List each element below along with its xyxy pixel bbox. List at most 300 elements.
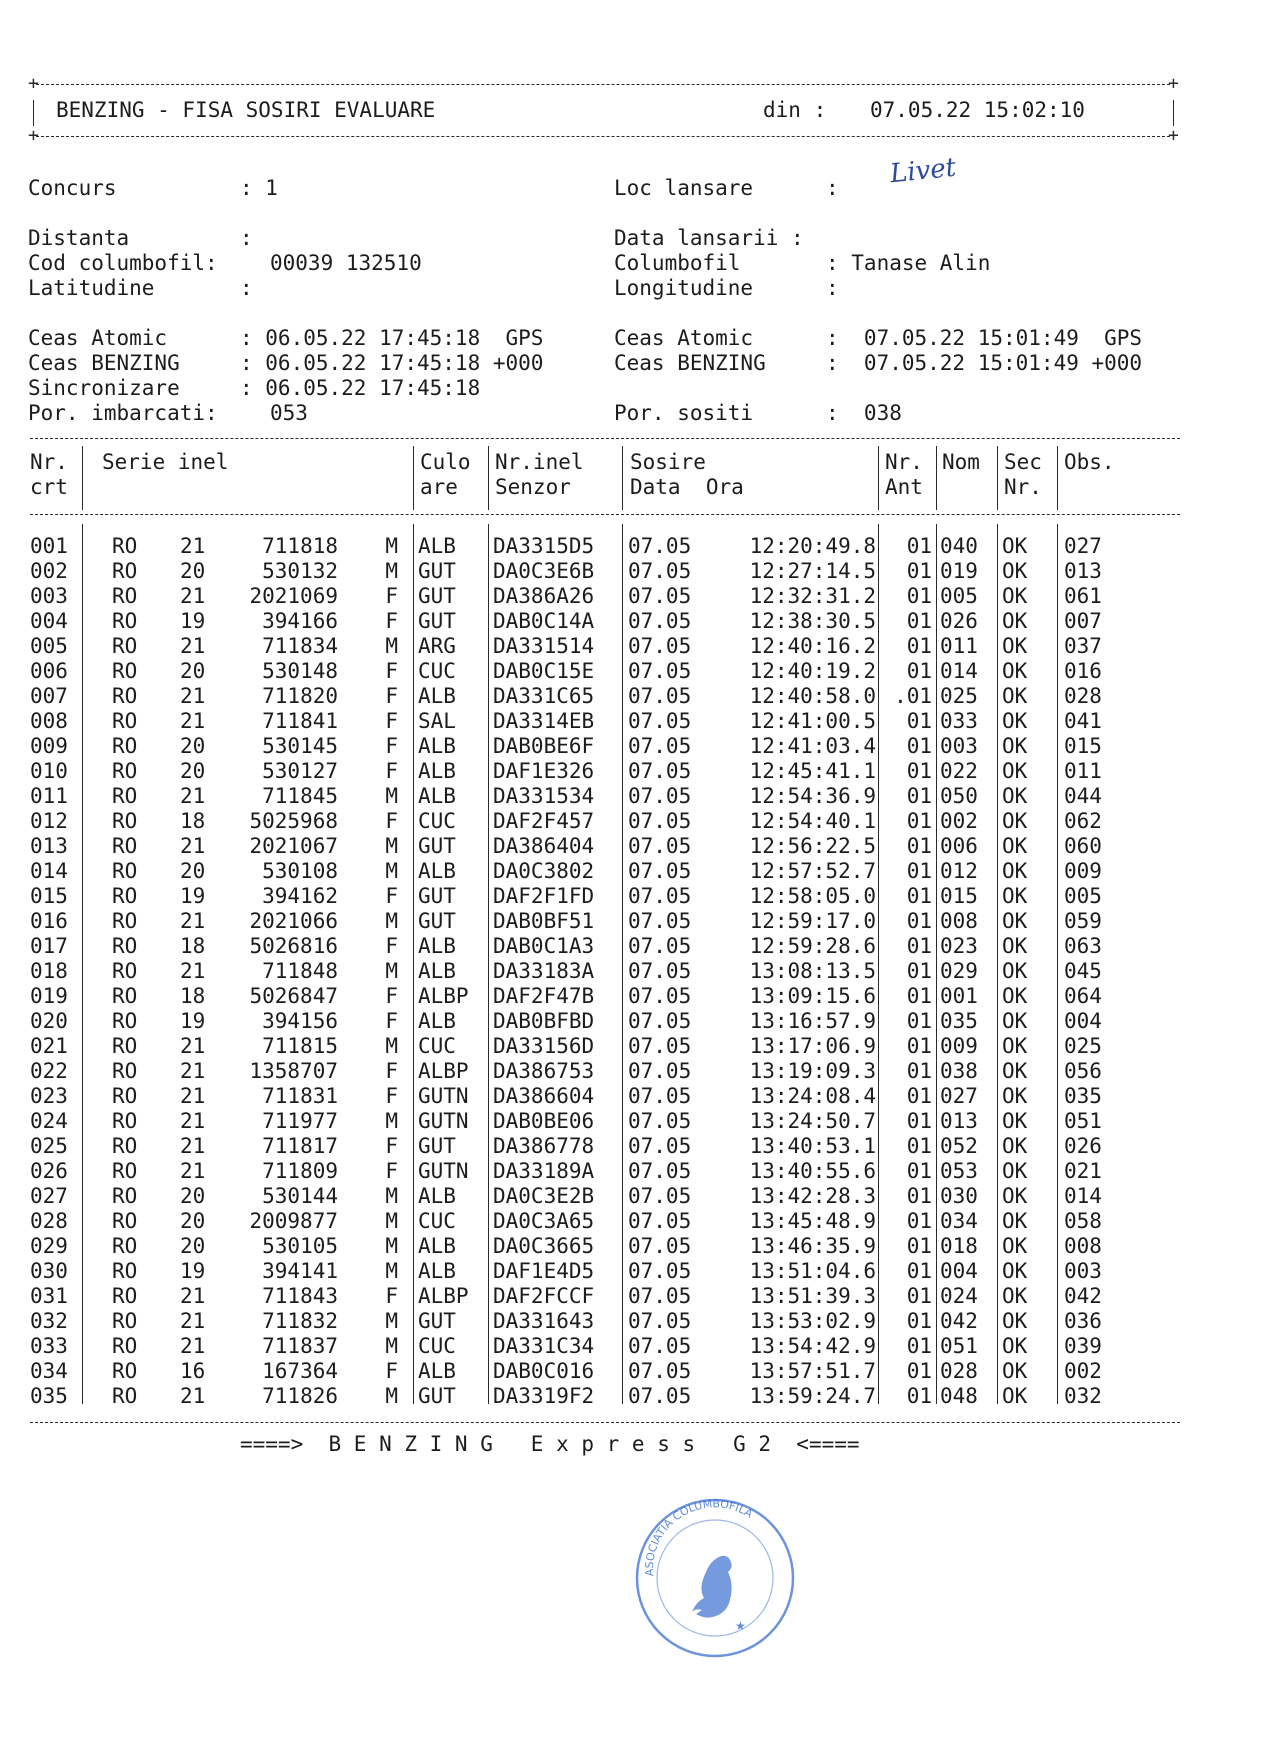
header-top-border — [36, 84, 1170, 85]
cell-time: 12:27:14.5 — [749, 559, 876, 583]
cell-nom: 018 — [940, 1234, 978, 1258]
table-row — [30, 1384, 1180, 1409]
cell-obs: 062 — [1064, 809, 1102, 833]
cell-year: 19 — [180, 609, 206, 633]
cell-sensor: DA331C34 — [493, 1334, 595, 1358]
cell-date: 07.05 — [628, 609, 692, 633]
star-icon: ★ — [735, 1619, 746, 1633]
cell-sensor: DA331C65 — [493, 684, 595, 708]
cell-obs: 015 — [1064, 734, 1102, 758]
cell-time: 13:46:35.9 — [749, 1234, 876, 1258]
cell-country: RO — [112, 1359, 138, 1383]
cell-color: ARG — [418, 634, 456, 658]
cell-obs: 051 — [1064, 1109, 1102, 1133]
cell-country: RO — [112, 934, 138, 958]
cell-sensor: DA3314EB — [493, 709, 595, 733]
cell-nr-ant: 01 — [906, 784, 932, 808]
cell-nr-ant: 01 — [906, 634, 932, 658]
cell-nom: 009 — [940, 1034, 978, 1058]
sincronizare-value: : 06.05.22 17:45:18 — [240, 376, 481, 400]
cell-time: 13:57:51.7 — [749, 1359, 876, 1383]
cell-ring-number: 5026816 — [249, 934, 338, 958]
cell-sensor: DAF2F47B — [493, 984, 595, 1008]
cell-country: RO — [112, 734, 138, 758]
cell-nr-crt: 014 — [30, 859, 68, 883]
cell-nom: 040 — [940, 534, 978, 558]
corner-mark: + — [28, 125, 39, 146]
cell-time: 12:59:17.0 — [749, 909, 876, 933]
header-left-border — [33, 100, 34, 126]
cell-nom: 001 — [940, 984, 978, 1008]
cell-year: 21 — [180, 1109, 206, 1133]
cell-sensor: DA331643 — [493, 1309, 595, 1333]
cell-nr-ant: 01 — [906, 1234, 932, 1258]
columbofil-value: : Tanase Alin — [826, 251, 991, 275]
col-header-ant: Ant — [885, 475, 923, 499]
cell-time: 13:59:24.7 — [749, 1384, 876, 1408]
cell-date: 07.05 — [628, 1234, 692, 1258]
cell-ring-number: 711826 — [262, 1384, 338, 1408]
stamp-text: ASOCIATIA COLUMBOFILA — [642, 1497, 755, 1577]
cell-color: ALB — [418, 784, 456, 808]
cell-sec: OK — [1002, 709, 1028, 733]
cell-ring-number: 394166 — [262, 609, 338, 633]
cell-obs: 028 — [1064, 684, 1102, 708]
cell-country: RO — [112, 984, 138, 1008]
cell-ring-number: 394162 — [262, 884, 338, 908]
cell-sensor: DAB0C016 — [493, 1359, 595, 1383]
cell-nr-ant: 01 — [906, 1209, 932, 1233]
cell-ring-number: 711818 — [262, 534, 338, 558]
table-row — [30, 759, 1180, 784]
cell-time: 13:08:13.5 — [749, 959, 876, 983]
cell-date: 07.05 — [628, 1334, 692, 1358]
header-bottom-border — [36, 136, 1170, 137]
cell-nr-crt: 009 — [30, 734, 68, 758]
cell-nr-ant: 01 — [906, 984, 932, 1008]
cell-obs: 044 — [1064, 784, 1102, 808]
cell-nr-ant: 01 — [906, 709, 932, 733]
table-top-border — [30, 438, 1180, 439]
cell-year: 20 — [180, 734, 206, 758]
cell-sec: OK — [1002, 1334, 1028, 1358]
table-row — [30, 1059, 1180, 1084]
ceas-atomic-right-label: Ceas Atomic — [614, 326, 754, 350]
cell-nr-ant: 01 — [906, 909, 932, 933]
cell-nr-ant: 01 — [906, 609, 932, 633]
cell-sec: OK — [1002, 1034, 1028, 1058]
sincronizare-label: Sincronizare — [28, 376, 180, 400]
cell-obs: 009 — [1064, 859, 1102, 883]
cell-nom: 022 — [940, 759, 978, 783]
col-header-serie-inel: Serie inel — [102, 450, 229, 474]
cell-nr-ant: 01 — [906, 584, 932, 608]
cell-obs: 008 — [1064, 1234, 1102, 1258]
cell-sex: F — [385, 1159, 398, 1183]
report-title: BENZING - FISA SOSIRI EVALUARE — [56, 98, 436, 122]
cell-nr-ant: 01 — [906, 1384, 932, 1408]
cell-nr-crt: 007 — [30, 684, 68, 708]
cell-country: RO — [112, 959, 138, 983]
cell-nr-crt: 029 — [30, 1234, 68, 1258]
cell-country: RO — [112, 709, 138, 733]
cell-nom: 014 — [940, 659, 978, 683]
cell-sec: OK — [1002, 1159, 1028, 1183]
col-header-data-ora: Data Ora — [630, 475, 744, 499]
cell-country: RO — [112, 909, 138, 933]
cell-time: 12:40:16.2 — [749, 634, 876, 658]
association-stamp — [625, 1490, 805, 1660]
table-row — [30, 984, 1180, 1009]
cell-color: ALBP — [418, 1059, 469, 1083]
cell-obs: 021 — [1064, 1159, 1102, 1183]
table-row — [30, 934, 1180, 959]
col-separator — [1057, 446, 1058, 510]
cell-nom: 030 — [940, 1184, 978, 1208]
cell-obs: 027 — [1064, 534, 1102, 558]
cell-sec: OK — [1002, 684, 1028, 708]
ceas-atomic-right-value: : 07.05.22 15:01:49 GPS — [826, 326, 1143, 350]
cell-nom: 002 — [940, 809, 978, 833]
cell-country: RO — [112, 1334, 138, 1358]
cell-date: 07.05 — [628, 809, 692, 833]
cell-nom: 023 — [940, 934, 978, 958]
cell-sex: M — [385, 859, 398, 883]
cell-sec: OK — [1002, 934, 1028, 958]
cell-nr-ant: 01 — [906, 959, 932, 983]
cell-nr-ant: 01 — [906, 1359, 932, 1383]
cell-sec: OK — [1002, 1134, 1028, 1158]
cell-color: CUC — [418, 1034, 456, 1058]
table-row — [30, 684, 1180, 709]
cell-nr-crt: 025 — [30, 1134, 68, 1158]
corner-mark: + — [28, 73, 39, 94]
cell-sensor: DAB0BE6F — [493, 734, 595, 758]
table-header-divider — [30, 514, 1180, 515]
cell-sec: OK — [1002, 1284, 1028, 1308]
cell-sec: OK — [1002, 1009, 1028, 1033]
col-separator — [82, 446, 83, 510]
cell-nr-crt: 003 — [30, 584, 68, 608]
cell-nr-crt: 017 — [30, 934, 68, 958]
cell-color: ALB — [418, 959, 456, 983]
latitudine-label: Latitudine — [28, 276, 155, 300]
cell-sensor: DAB0BFBD — [493, 1009, 595, 1033]
cell-time: 12:41:03.4 — [749, 734, 876, 758]
cell-year: 21 — [180, 1134, 206, 1158]
cell-sensor: DA386A26 — [493, 584, 595, 608]
cell-color: GUT — [418, 1384, 456, 1408]
col-header-nr-inel: Nr.inel — [495, 450, 584, 474]
cell-date: 07.05 — [628, 1009, 692, 1033]
corner-mark: + — [1168, 73, 1179, 94]
cell-country: RO — [112, 684, 138, 708]
cell-nom: 011 — [940, 634, 978, 658]
cell-color: ALBP — [418, 1284, 469, 1308]
cell-country: RO — [112, 1259, 138, 1283]
cell-obs: 026 — [1064, 1134, 1102, 1158]
col-header-nr-crt: Nr. — [30, 450, 68, 474]
data-lansarii-label: Data lansarii : — [614, 226, 804, 250]
cell-sex: F — [385, 659, 398, 683]
cell-sex: F — [385, 1284, 398, 1308]
distanta-sep: : — [240, 226, 253, 250]
cell-ring-number: 2021069 — [249, 584, 338, 608]
pigeon-icon — [692, 1556, 732, 1618]
cell-time: 12:58:05.0 — [749, 884, 876, 908]
cell-sensor: DAB0C1A3 — [493, 934, 595, 958]
table-row — [30, 859, 1180, 884]
cell-nom: 005 — [940, 584, 978, 608]
din-label: din : — [763, 98, 827, 122]
cell-nr-crt: 026 — [30, 1159, 68, 1183]
cell-sec: OK — [1002, 909, 1028, 933]
cell-nr-ant: 01 — [906, 734, 932, 758]
cell-sec: OK — [1002, 1184, 1028, 1208]
cell-sensor: DA33189A — [493, 1159, 595, 1183]
cell-nr-crt: 012 — [30, 809, 68, 833]
cell-time: 13:54:42.9 — [749, 1334, 876, 1358]
cell-color: ALB — [418, 859, 456, 883]
cell-obs: 011 — [1064, 759, 1102, 783]
col-separator — [878, 446, 879, 510]
cell-nr-ant: 01 — [906, 859, 932, 883]
cell-sensor: DA0C3665 — [493, 1234, 595, 1258]
cell-time: 12:56:22.5 — [749, 834, 876, 858]
cell-year: 21 — [180, 909, 206, 933]
cell-ring-number: 530105 — [262, 1234, 338, 1258]
cell-nr-crt: 024 — [30, 1109, 68, 1133]
table-row — [30, 709, 1180, 734]
cell-obs: 035 — [1064, 1084, 1102, 1108]
cell-sec: OK — [1002, 809, 1028, 833]
cell-obs: 041 — [1064, 709, 1102, 733]
cell-country: RO — [112, 609, 138, 633]
por-imbarcati-label: Por. imbarcati: — [28, 401, 218, 425]
col-separator — [622, 446, 623, 510]
cell-color: GUT — [418, 1134, 456, 1158]
cell-country: RO — [112, 759, 138, 783]
latitudine-sep: : — [240, 276, 253, 300]
col-header-culoare-2: are — [420, 475, 458, 499]
columbofil-label: Columbofil — [614, 251, 741, 275]
cell-nom: 006 — [940, 834, 978, 858]
table-row — [30, 1309, 1180, 1334]
cell-color: GUT — [418, 909, 456, 933]
cell-sensor: DA33183A — [493, 959, 595, 983]
cell-nr-crt: 002 — [30, 559, 68, 583]
cell-sex: F — [385, 934, 398, 958]
cell-sex: M — [385, 534, 398, 558]
table-row — [30, 584, 1180, 609]
ceas-atomic-value: : 06.05.22 17:45:18 GPS — [240, 326, 544, 350]
cell-color: CUC — [418, 1209, 456, 1233]
cell-date: 07.05 — [628, 759, 692, 783]
cell-color: ALB — [418, 734, 456, 758]
cell-nr-ant: 01 — [906, 1184, 932, 1208]
cell-time: 13:24:50.7 — [749, 1109, 876, 1133]
corner-mark: + — [1168, 125, 1179, 146]
table-row — [30, 784, 1180, 809]
cell-obs: 036 — [1064, 1309, 1102, 1333]
cell-ring-number: 711832 — [262, 1309, 338, 1333]
cell-sensor: DA3315D5 — [493, 534, 595, 558]
cell-ring-number: 711820 — [262, 684, 338, 708]
cell-sec: OK — [1002, 1384, 1028, 1408]
cell-sensor: DAB0C15E — [493, 659, 595, 683]
cell-nr-ant: 01 — [906, 809, 932, 833]
cell-country: RO — [112, 1284, 138, 1308]
cell-sec: OK — [1002, 884, 1028, 908]
cell-year: 21 — [180, 634, 206, 658]
cell-color: ALB — [418, 759, 456, 783]
cell-sensor: DA386778 — [493, 1134, 595, 1158]
cell-sex: M — [385, 1234, 398, 1258]
concurs-value: : 1 — [240, 176, 278, 200]
cell-nr-crt: 011 — [30, 784, 68, 808]
cell-color: GUTN — [418, 1159, 469, 1183]
cell-color: CUC — [418, 809, 456, 833]
cell-ring-number: 1358707 — [249, 1059, 338, 1083]
table-row — [30, 1134, 1180, 1159]
cell-date: 07.05 — [628, 959, 692, 983]
cell-year: 21 — [180, 1084, 206, 1108]
cell-sex: F — [385, 759, 398, 783]
cell-year: 19 — [180, 1009, 206, 1033]
cell-date: 07.05 — [628, 1309, 692, 1333]
cell-country: RO — [112, 784, 138, 808]
cell-sec: OK — [1002, 759, 1028, 783]
cell-sec: OK — [1002, 584, 1028, 608]
cell-date: 07.05 — [628, 559, 692, 583]
cell-sex: F — [385, 1359, 398, 1383]
cell-ring-number: 530127 — [262, 759, 338, 783]
cell-sex: M — [385, 784, 398, 808]
cell-sex: M — [385, 1259, 398, 1283]
cell-date: 07.05 — [628, 984, 692, 1008]
cell-ring-number: 711837 — [262, 1334, 338, 1358]
cell-nom: 015 — [940, 884, 978, 908]
cell-country: RO — [112, 1184, 138, 1208]
cell-country: RO — [112, 1384, 138, 1408]
header-right-border — [1173, 100, 1174, 126]
cell-nom: 004 — [940, 1259, 978, 1283]
cell-nr-ant: 01 — [906, 1159, 932, 1183]
cell-obs: 060 — [1064, 834, 1102, 858]
cell-sex: M — [385, 834, 398, 858]
cell-year: 21 — [180, 709, 206, 733]
cell-color: ALB — [418, 534, 456, 558]
cell-sec: OK — [1002, 1309, 1028, 1333]
cell-country: RO — [112, 1309, 138, 1333]
cell-sex: F — [385, 1009, 398, 1033]
cell-sex: F — [385, 684, 398, 708]
cell-nr-crt: 021 — [30, 1034, 68, 1058]
cell-sex: F — [385, 809, 398, 833]
cell-sensor: DA33156D — [493, 1034, 595, 1058]
cell-ring-number: 711848 — [262, 959, 338, 983]
cell-country: RO — [112, 1209, 138, 1233]
cell-country: RO — [112, 884, 138, 908]
cell-color: GUT — [418, 609, 456, 633]
cell-sec: OK — [1002, 1259, 1028, 1283]
cell-country: RO — [112, 559, 138, 583]
cell-date: 07.05 — [628, 1384, 692, 1408]
cell-nom: 052 — [940, 1134, 978, 1158]
cell-time: 13:19:09.3 — [749, 1059, 876, 1083]
cell-nr-ant: 01 — [906, 534, 932, 558]
cell-time: 12:57:52.7 — [749, 859, 876, 883]
cell-color: GUT — [418, 1309, 456, 1333]
cell-obs: 007 — [1064, 609, 1102, 633]
cell-time: 13:45:48.9 — [749, 1209, 876, 1233]
cell-nr-ant: 01 — [906, 1059, 932, 1083]
cell-year: 21 — [180, 584, 206, 608]
ceas-benzing-right-label: Ceas BENZING — [614, 351, 766, 375]
cell-time: 12:45:41.1 — [749, 759, 876, 783]
cell-ring-number: 530145 — [262, 734, 338, 758]
cell-time: 12:40:58.0 — [749, 684, 876, 708]
cell-nom: 051 — [940, 1334, 978, 1358]
table-row — [30, 659, 1180, 684]
cell-date: 07.05 — [628, 1159, 692, 1183]
cell-country: RO — [112, 1059, 138, 1083]
cell-ring-number: 711817 — [262, 1134, 338, 1158]
cell-year: 21 — [180, 684, 206, 708]
cell-sex: M — [385, 1109, 398, 1133]
cell-obs: 056 — [1064, 1059, 1102, 1083]
cell-nr-crt: 031 — [30, 1284, 68, 1308]
cell-year: 20 — [180, 1234, 206, 1258]
cell-sec: OK — [1002, 984, 1028, 1008]
cell-year: 21 — [180, 1284, 206, 1308]
table-row — [30, 1009, 1180, 1034]
cell-nr-crt: 019 — [30, 984, 68, 1008]
cell-nr-crt: 035 — [30, 1384, 68, 1408]
cell-sex: F — [385, 584, 398, 608]
cell-sensor: DAB0C14A — [493, 609, 595, 633]
cell-color: GUT — [418, 584, 456, 608]
cell-date: 07.05 — [628, 834, 692, 858]
table-row — [30, 1159, 1180, 1184]
cell-obs: 045 — [1064, 959, 1102, 983]
cell-sex: M — [385, 1309, 398, 1333]
cell-country: RO — [112, 1009, 138, 1033]
cell-sec: OK — [1002, 1209, 1028, 1233]
cell-country: RO — [112, 1034, 138, 1058]
ceas-benzing-value: : 06.05.22 17:45:18 +000 — [240, 351, 544, 375]
col-separator — [997, 446, 998, 510]
table-row — [30, 1359, 1180, 1384]
cell-ring-number: 530148 — [262, 659, 338, 683]
cell-date: 07.05 — [628, 784, 692, 808]
cell-nr-crt: 013 — [30, 834, 68, 858]
cell-time: 12:40:19.2 — [749, 659, 876, 683]
col-header-sosire: Sosire — [630, 450, 706, 474]
cell-color: CUC — [418, 659, 456, 683]
cell-sex: M — [385, 559, 398, 583]
cell-sex: F — [385, 734, 398, 758]
cell-ring-number: 394156 — [262, 1009, 338, 1033]
loc-lansare-sep: : — [826, 176, 839, 200]
cell-sensor: DAF2F457 — [493, 809, 595, 833]
cell-nr-ant: 01 — [906, 1284, 932, 1308]
cell-ring-number: 711841 — [262, 709, 338, 733]
cell-ring-number: 2009877 — [249, 1209, 338, 1233]
cell-sec: OK — [1002, 959, 1028, 983]
cell-obs: 004 — [1064, 1009, 1102, 1033]
cell-nr-ant: 01 — [906, 1034, 932, 1058]
